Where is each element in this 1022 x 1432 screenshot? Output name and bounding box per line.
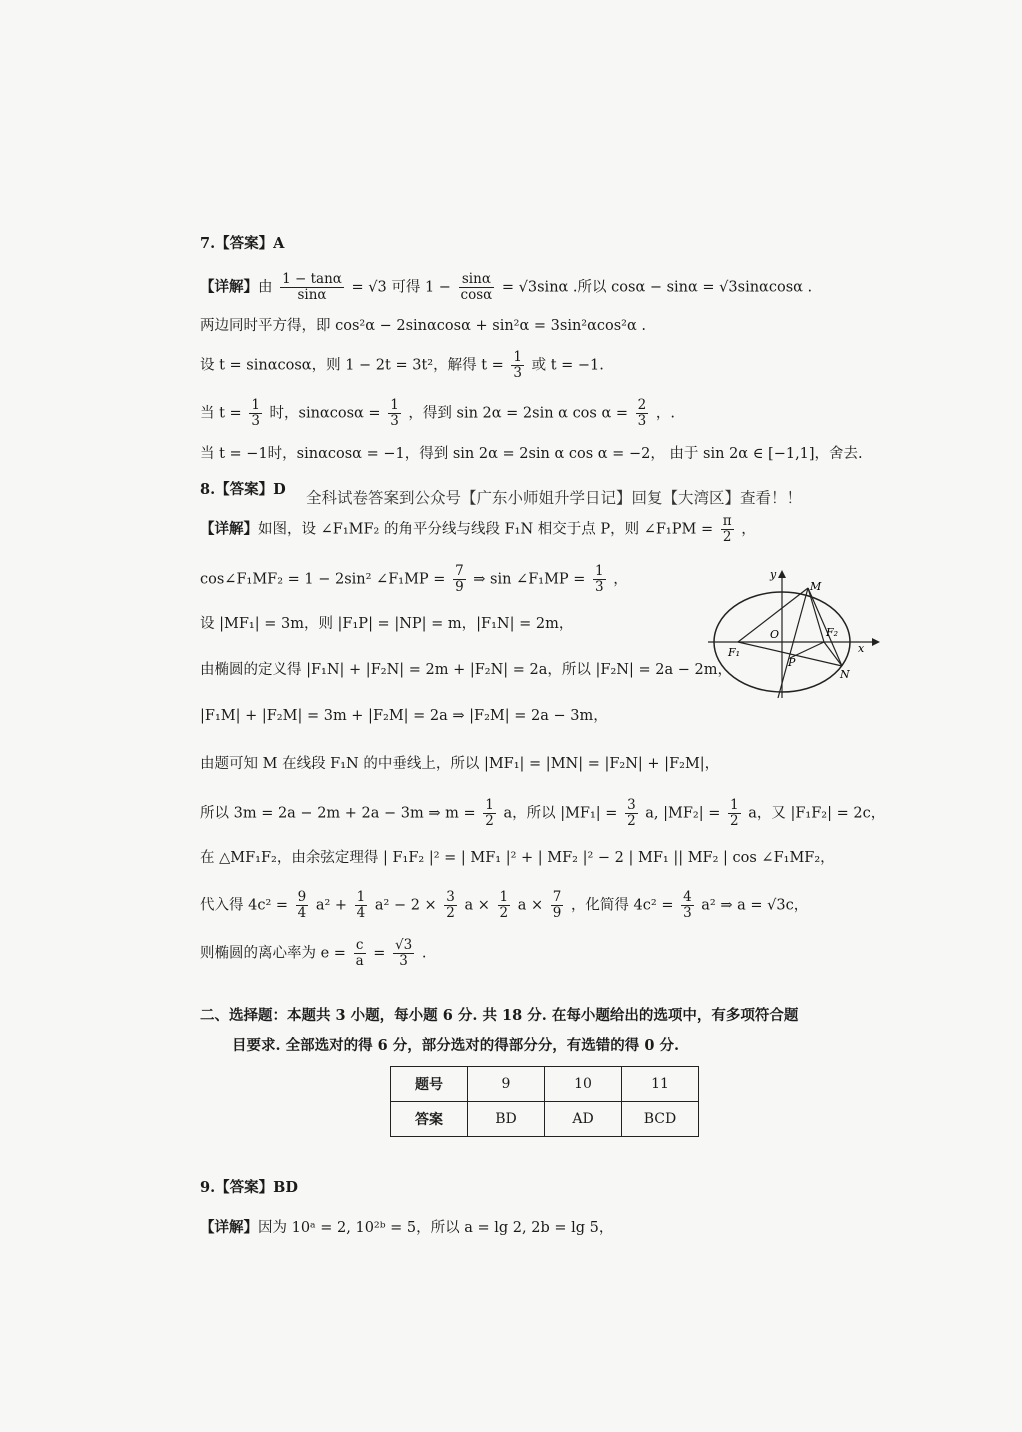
fraction: $\frac{1}{3}$ [251,397,260,429]
q8-detail-line-5: |F₁M| + |F₂M| = 3m + |F₂M| = 2a ⇒ |F₂M| = 2a − 3m， [200,708,608,724]
fraction: $\frac{\sin\alpha}{\cos\alpha}$ [460,271,493,303]
q8-detail-line-8: 在 △MF₁F₂，由余弦定理得 | F₁F₂ |² = | MF₁ |² + | MF₂ |² − 2 | MF₁ || MF₂ | cos ∠F₁MF₂， [200,850,835,866]
q9-detail-line-1: 【详解】因为 10ᵃ = 2, 10²ᵇ = 5，所以 a = lg 2, 2b = lg 5， [200,1219,614,1236]
fraction: $\frac{\pi}{2}$ [722,513,732,545]
fraction: $\frac{1 - \tan\alpha}{\sin\alpha}$ [282,271,342,303]
fraction: $\frac{1}{3}$ [390,397,399,429]
detail-label: 【详解】 [200,520,258,538]
fraction: $\frac{3}{2}$ [627,797,636,829]
section2-instruction-line-1: 二、选择题：本题共 3 小题，每小题 6 分. 共 18 分. 在每小题给出的选项中，有多项符合题 [200,1007,799,1024]
q7-detail-line-1: 【详解】由 $\frac{1 - \tan\alpha}{\sin\alpha}$ = √3 可得 1 − $\frac{\sin\alpha}{\cos\alpha}$ = √3sinα .所以 cosα − sinα = √3sinαcosα . [200,271,813,303]
table-cell: 11 [622,1067,699,1102]
fraction: $\frac{9}{4}$ [297,889,307,921]
fraction: $\frac{7}{9}$ [552,889,562,921]
table-cell: 题号 [391,1067,468,1102]
ellipse-figure [704,566,884,706]
segment-F2-M [808,588,824,642]
answer-table [390,1066,699,1137]
promo-watermark-text: 全科试卷答案到公众号【广东小师姐升学日记】回复【大湾区】查看！！ [306,489,803,507]
label-M: M [810,580,822,593]
q8-detail-line-1: 【详解】如图，设 ∠F₁MF₂ 的角平分线与线段 F₁N 相交于点 P，则 ∠F₁PM = $\frac{\pi}{2}$ ， [200,513,756,545]
q7-detail-line-3: 设 t = sinαcosα，则 1 − 2t = 3t²，解得 t = $\frac{1}{3}$ 或 t = −1. [200,349,604,381]
section2-instruction-line-2: 目要求. 全部选对的得 6 分，部分选对的得部分分，有选错的得 0 分. [232,1037,680,1054]
table-cell: BCD [622,1102,699,1137]
fraction: $\frac{4}{3}$ [683,889,692,921]
q8-detail-line-7: 所以 3m = 2a − 2m + 2a − 3m ⇒ m = $\frac{1}{2}$ a，所以 |MF₁| = $\frac{3}{2}$ a, |MF₂| = $\frac{1}{2}$ a，又 |F₁F₂| = 2c， [200,797,886,829]
fraction: $\frac{1}{2}$ [730,797,739,829]
fraction: $\frac{1}{4}$ [356,889,366,921]
q8-detail-line-3: 设 |MF₁| = 3m，则 |F₁P| = |NP| = m，|F₁N| = 2m， [200,616,574,632]
fraction: $\frac{1}{2}$ [485,797,494,829]
table-cell: 10 [545,1067,622,1102]
detail-label: 【详解】 [200,278,258,296]
answer-table-answer-row [391,1102,699,1137]
fraction: $\frac{√3}{3}$ [395,937,413,969]
fraction: $\frac{7}{9}$ [455,563,464,595]
fraction: $\frac{3}{2}$ [446,889,455,921]
q8-detail-line-4: 由椭圆的定义得 |F₁N| + |F₂N| = 2m + |F₂N| = 2a，所以 |F₂N| = 2a − 2m， [200,662,732,678]
table-cell: 答案 [391,1102,468,1137]
label-x: x [858,642,865,655]
fraction: $\frac{2}{3}$ [637,397,647,429]
label-F1: F₁ [728,646,741,659]
table-cell: BD [468,1102,545,1137]
label-y: y [770,568,777,581]
fraction: $\frac{1}{3}$ [595,563,604,595]
fraction: $\frac{1}{2}$ [499,889,509,921]
q7-detail-line-5: 当 t = −1时，sinαcosα = −1，得到 sin 2α = 2sin α cos α = −2， 由于 sin 2α ∈ [−1,1]，舍去. [200,446,863,462]
label-P: P [788,656,796,669]
q8-detail-line-2: cos∠F₁MF₂ = 1 − 2sin² ∠F₁MP = $\frac{7}{9}$ ⇒ sin ∠F₁MP = $\frac{1}{3}$ ， [200,563,628,595]
label-F2: F₂ [826,626,839,639]
detail-label: 【详解】 [200,1219,258,1236]
answer-table-header-row [391,1067,699,1102]
q7-detail-line-2: 两边同时平方得，即 cos²α − 2sinαcosα + sin²α = 3sin²αcos²α . [200,318,647,334]
label-N: N [840,668,850,681]
q8-answer-header: 8.【答案】D [200,481,286,498]
q8-detail-line-6: 由题可知 M 在线段 F₁N 的中垂线上，所以 |MF₁| = |MN| = |F₂N| + |F₂M|， [200,756,720,772]
q8-detail-line-10: 则椭圆的离心率为 e = $\frac{c}{a}$ = $\frac{√3}{3}$ . [200,937,427,969]
table-cell: AD [545,1102,622,1137]
fraction: $\frac{c}{a}$ [355,937,364,969]
table-cell: 9 [468,1067,545,1102]
x-axis-arrow [872,638,880,646]
fraction: $\frac{1}{3}$ [513,349,522,381]
y-axis-arrow [778,570,786,578]
label-O: O [770,628,780,641]
q7-detail-line-4: 当 t = $\frac{1}{3}$ 时，sinαcosα = $\frac{1}{3}$ ，得到 sin 2α = 2sin α cos α = $\frac{2}{3}$ ，. [200,397,675,429]
q9-answer-header: 9.【答案】BD [200,1179,298,1196]
q8-detail-line-9: 代入得 4c² = $\frac{9}{4}$ a² + $\frac{1}{4}$ a² − 2 × $\frac{3}{2}$ a × $\frac{1}{2}$ a × $\frac{7}{9}$ ，化简得 4c² = $\frac{4}{3}$ a² ⇒ a = √3c， [200,889,809,921]
q7-answer-header: 7.【答案】A [200,235,285,252]
